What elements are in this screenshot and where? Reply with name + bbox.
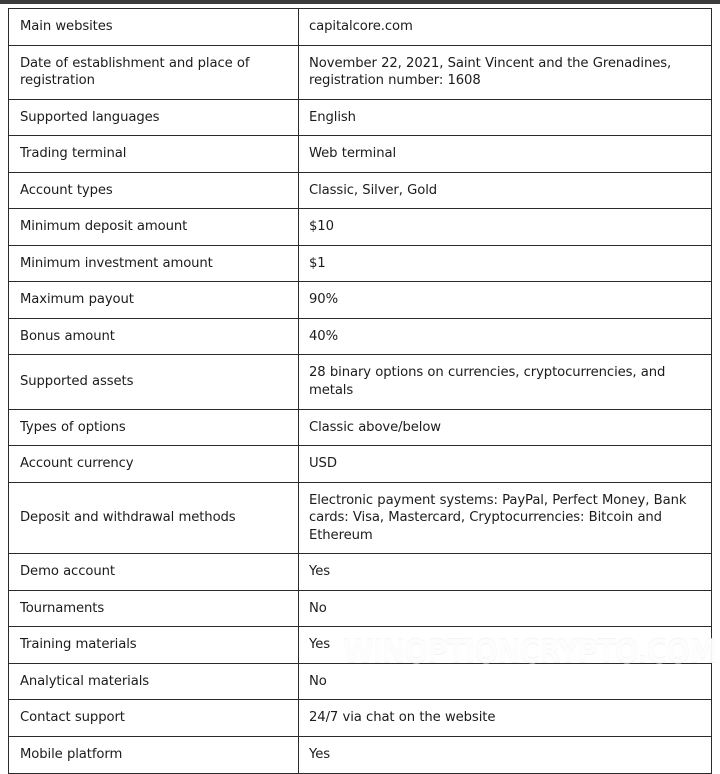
table-row [9, 318, 712, 355]
row-label: Supported languages [9, 99, 299, 136]
row-label: Minimum deposit amount [9, 209, 299, 246]
table-row [9, 446, 712, 483]
row-label: Analytical materials [9, 663, 299, 700]
row-label: Account currency [9, 446, 299, 483]
row-value: Yes [299, 737, 712, 774]
row-value: 90% [299, 282, 712, 319]
table-body [9, 9, 712, 774]
row-label: Demo account [9, 554, 299, 591]
row-label: Training materials [9, 627, 299, 664]
row-label: Mobile platform [9, 737, 299, 774]
row-value: Classic, Silver, Gold [299, 172, 712, 209]
row-value: 24/7 via chat on the website [299, 700, 712, 737]
top-dark-band [0, 0, 720, 4]
table-row [9, 482, 712, 554]
site-watermark: WINOPTIONCRYPTO.COM [342, 634, 716, 670]
table-row [9, 209, 712, 246]
table-row [9, 9, 712, 46]
row-value: 40% [299, 318, 712, 355]
table-row [9, 99, 712, 136]
row-value: $10 [299, 209, 712, 246]
table-row [9, 700, 712, 737]
row-label: Supported assets [9, 355, 299, 409]
row-value: Web terminal [299, 136, 712, 173]
row-value: $1 [299, 245, 712, 282]
table-row [9, 172, 712, 209]
row-label: Bonus amount [9, 318, 299, 355]
row-label: Trading terminal [9, 136, 299, 173]
table-row [9, 554, 712, 591]
row-label: Contact support [9, 700, 299, 737]
table-row [9, 136, 712, 173]
row-value: USD [299, 446, 712, 483]
row-value: English [299, 99, 712, 136]
row-value: 28 binary options on currencies, cryptocurrencies, and metals [299, 355, 712, 409]
table-row [9, 355, 712, 409]
row-label: Minimum investment amount [9, 245, 299, 282]
table-row [9, 282, 712, 319]
row-value: Classic above/below [299, 409, 712, 446]
table-row [9, 590, 712, 627]
row-value: capitalcore.com [299, 9, 712, 46]
table-row [9, 737, 712, 774]
row-label: Tournaments [9, 590, 299, 627]
table-row [9, 45, 712, 99]
table-row [9, 245, 712, 282]
row-label: Main websites [9, 9, 299, 46]
row-value: Yes [299, 627, 712, 664]
specification-table-container [8, 8, 711, 774]
row-label: Date of establishment and place of registration [9, 45, 299, 99]
row-value: Electronic payment systems: PayPal, Perfect Money, Bank cards: Visa, Mastercard, Cryptocurrencies: Bitcoin and Ethereum [299, 482, 712, 554]
table-row [9, 663, 712, 700]
row-label: Types of options [9, 409, 299, 446]
row-label: Deposit and withdrawal methods [9, 482, 299, 554]
row-value: Yes [299, 554, 712, 591]
row-value: No [299, 663, 712, 700]
row-label: Account types [9, 172, 299, 209]
table-row [9, 627, 712, 664]
table-row [9, 409, 712, 446]
row-value: November 22, 2021, Saint Vincent and the Grenadines, registration number: 1608 [299, 45, 712, 99]
row-value: No [299, 590, 712, 627]
broker-specification-table [8, 8, 712, 774]
row-label: Maximum payout [9, 282, 299, 319]
